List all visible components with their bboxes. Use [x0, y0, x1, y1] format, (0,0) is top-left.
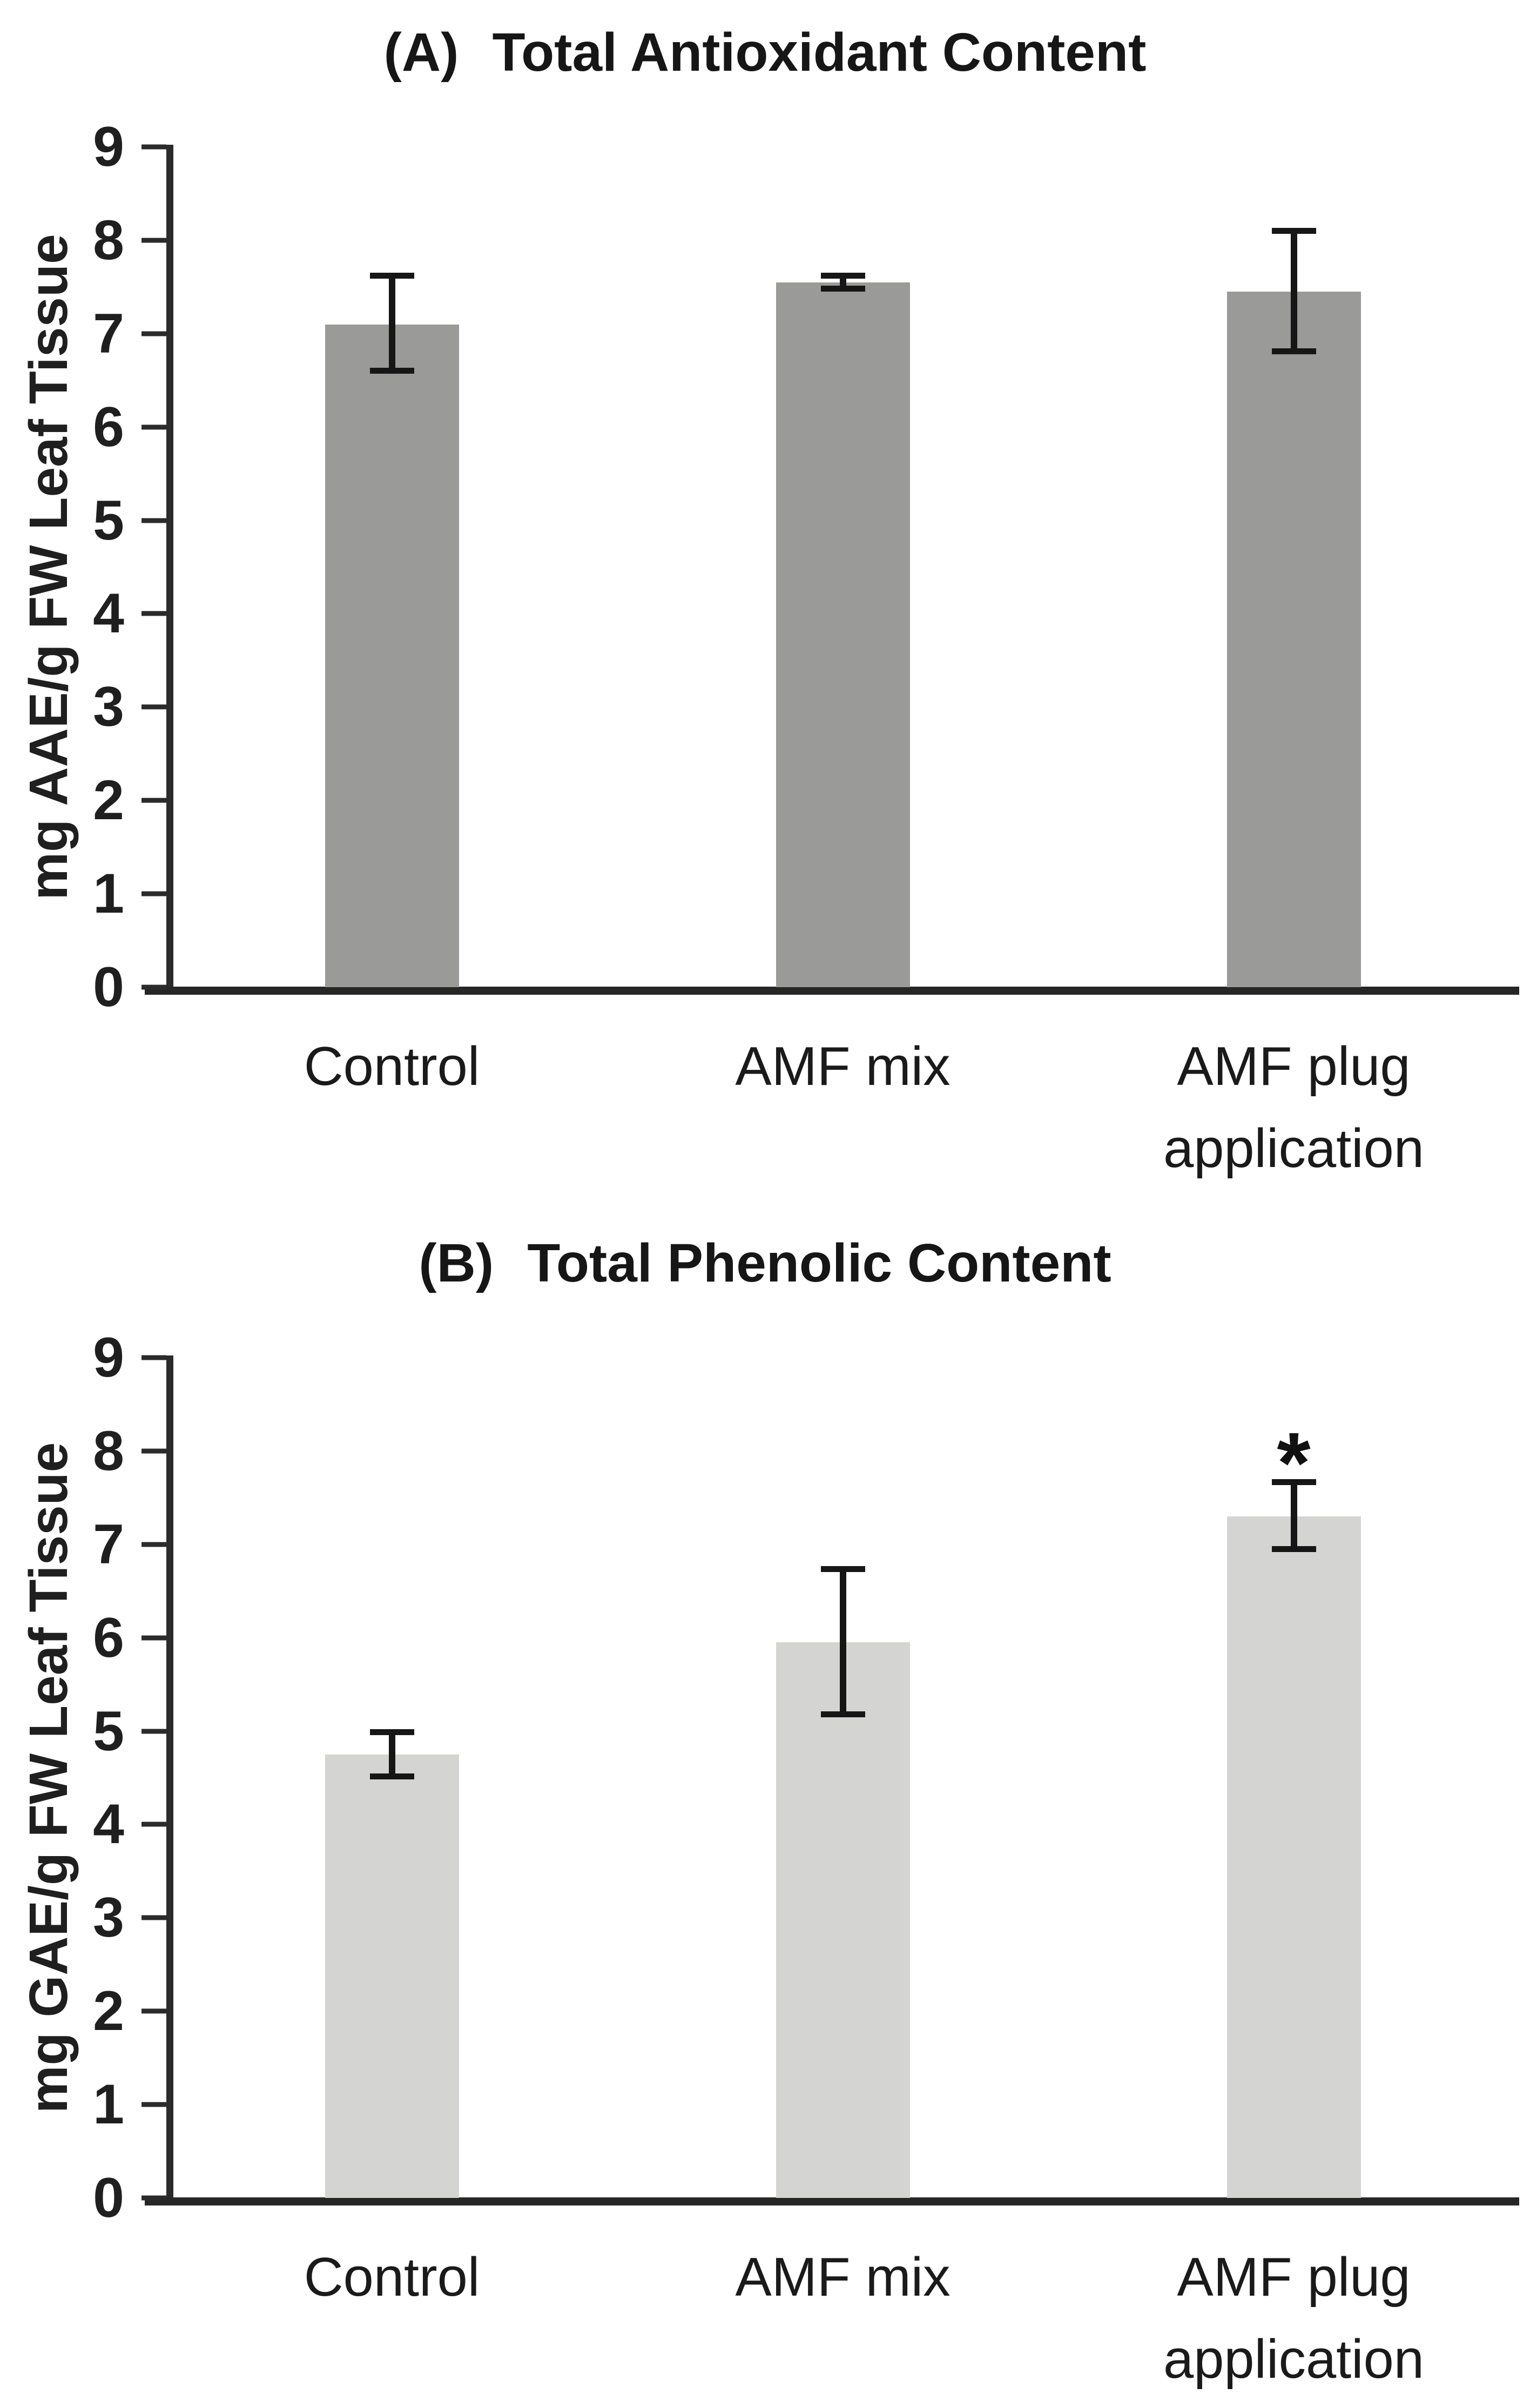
error-bar-cap-bottom — [821, 286, 865, 292]
bar-amf-mix — [776, 282, 910, 987]
y-tick-9 — [141, 145, 166, 150]
chart-total-phenolic-content — [0, 1216, 1530, 2404]
y-tick-label-9: 9 — [93, 1326, 124, 1389]
y-tick-label-5: 5 — [93, 489, 124, 552]
error-bar-cap-bottom — [370, 368, 414, 374]
y-tick-1 — [141, 2102, 166, 2107]
chart-b-x-axis-line — [145, 2197, 1519, 2205]
chart-b-plot-area — [93, 1326, 1519, 2229]
y-tick-2 — [141, 2009, 166, 2014]
chart-a-y-axis-title: mg AAE/g FW Leaf Tissue — [18, 234, 79, 900]
y-tick-label-8: 8 — [93, 208, 124, 272]
error-bar-line — [840, 1566, 846, 1717]
y-tick-label-1: 1 — [93, 2073, 124, 2136]
error-bar-cap-top — [370, 273, 414, 279]
y-tick-label-3: 3 — [93, 676, 124, 739]
y-tick-6 — [141, 1635, 166, 1640]
error-bar-cap-top — [1272, 228, 1316, 234]
y-tick-label-7: 7 — [93, 1513, 124, 1576]
bar-amf-plug-application — [1227, 292, 1361, 987]
y-tick-4 — [141, 611, 166, 616]
error-bar-amf-mix — [821, 273, 865, 292]
x-label-amf-plug-application: AMF plug application — [1163, 2247, 1424, 2390]
y-tick-label-7: 7 — [93, 302, 124, 365]
y-tick-label-8: 8 — [93, 1419, 124, 1482]
error-bar-cap-bottom — [821, 1711, 865, 1717]
error-bar-cap-top — [821, 1566, 865, 1572]
y-tick-8 — [141, 1448, 166, 1453]
y-tick-label-5: 5 — [93, 1699, 124, 1763]
chart-b-panel-label: (B) — [419, 1233, 494, 1293]
y-tick-label-4: 4 — [93, 1793, 124, 1856]
bar-control — [325, 325, 459, 988]
y-tick-2 — [141, 798, 166, 803]
significance-star-amf-plug-application: * — [1277, 1414, 1311, 1511]
y-tick-label-6: 6 — [93, 1606, 124, 1669]
chart-a-x-axis-line — [145, 987, 1519, 995]
error-bar-amf-mix — [821, 1566, 865, 1717]
y-tick-7 — [141, 1542, 166, 1547]
x-label-control: Control — [304, 2247, 480, 2308]
error-bar-amf-plug-application — [1272, 228, 1316, 354]
chart-a-x-axis-labels — [166, 1026, 1519, 1199]
error-bar-control — [370, 1729, 414, 1779]
y-tick-0 — [141, 985, 166, 990]
y-tick-label-2: 2 — [93, 769, 124, 832]
y-tick-0 — [141, 2196, 166, 2201]
y-tick-9 — [141, 1355, 166, 1360]
error-bar-control — [370, 273, 414, 374]
y-tick-label-4: 4 — [93, 582, 124, 645]
error-bar-cap-top — [370, 1729, 414, 1735]
y-tick-1 — [141, 892, 166, 896]
y-tick-3 — [141, 1915, 166, 1920]
chart-b-y-axis-title: mg GAE/g FW Leaf Tissue — [18, 1442, 79, 2114]
chart-a-title: Total Antioxidant Content — [492, 22, 1147, 83]
chart-b-title-row — [0, 1232, 1530, 1294]
y-tick-5 — [141, 518, 166, 523]
chart-a-title-row — [0, 22, 1530, 84]
x-label-amf-plug-application: AMF plug application — [1163, 1036, 1424, 1179]
error-bar-line — [1291, 228, 1297, 354]
error-bar-cap-bottom — [370, 1773, 414, 1779]
bar-control — [325, 1755, 459, 2198]
x-label-amf-mix: AMF mix — [735, 2247, 951, 2308]
y-tick-6 — [141, 424, 166, 429]
chart-total-antioxidant-content — [0, 5, 1530, 1193]
y-tick-7 — [141, 331, 166, 336]
error-bar-line — [389, 273, 395, 374]
chart-a-plot-area — [93, 116, 1519, 1018]
chart-b-y-axis-line — [166, 1355, 173, 2198]
y-tick-label-2: 2 — [93, 1980, 124, 2043]
y-tick-label-0: 0 — [93, 956, 124, 1018]
y-tick-label-3: 3 — [93, 1886, 124, 1950]
y-tick-label-6: 6 — [93, 395, 124, 458]
chart-a-panel-label: (A) — [383, 22, 459, 83]
y-tick-5 — [141, 1729, 166, 1734]
y-tick-label-9: 9 — [93, 116, 124, 178]
error-bar-line — [389, 1729, 395, 1779]
chart-a-y-axis-line — [166, 145, 173, 987]
y-tick-3 — [141, 705, 166, 710]
y-tick-label-0: 0 — [93, 2167, 124, 2229]
y-tick-8 — [141, 238, 166, 242]
x-label-amf-mix: AMF mix — [735, 1036, 951, 1097]
chart-b-x-axis-labels — [166, 2237, 1519, 2408]
x-label-control: Control — [304, 1036, 480, 1097]
chart-b-title: Total Phenolic Content — [527, 1233, 1111, 1293]
bar-amf-plug-application — [1227, 1516, 1361, 2198]
bar-amf-mix — [776, 1642, 910, 2198]
error-bar-cap-bottom — [1272, 348, 1316, 354]
error-bar-cap-top — [821, 273, 865, 279]
y-tick-4 — [141, 1822, 166, 1827]
error-bar-cap-bottom — [1272, 1546, 1316, 1552]
y-tick-label-1: 1 — [93, 862, 124, 926]
